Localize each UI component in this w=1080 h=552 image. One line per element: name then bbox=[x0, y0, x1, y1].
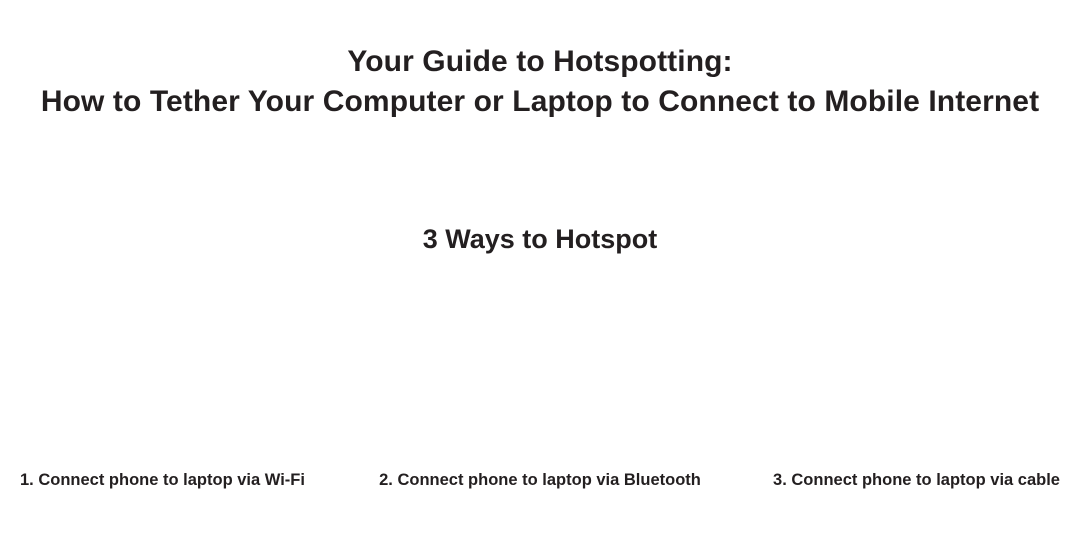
section-subtitle: 3 Ways to Hotspot bbox=[422, 224, 658, 254]
method-columns bbox=[0, 470, 1080, 491]
method-column-cable bbox=[740, 470, 1060, 491]
title-line-primary: Your Guide to Hotspotting: bbox=[347, 45, 733, 78]
method-caption-cable: 3. Connect phone to laptop via cable bbox=[773, 471, 1060, 489]
method-caption-wifi: 1. Connect phone to laptop via Wi-Fi bbox=[20, 471, 305, 489]
method-caption-bluetooth: 2. Connect phone to laptop via Bluetooth bbox=[379, 471, 701, 489]
title-line-secondary: How to Tether Your Computer or Laptop to Connect to Mobile Internet bbox=[40, 85, 1040, 119]
method-column-wifi bbox=[20, 470, 340, 491]
method-column-bluetooth bbox=[380, 470, 700, 491]
page-title bbox=[0, 44, 1080, 120]
